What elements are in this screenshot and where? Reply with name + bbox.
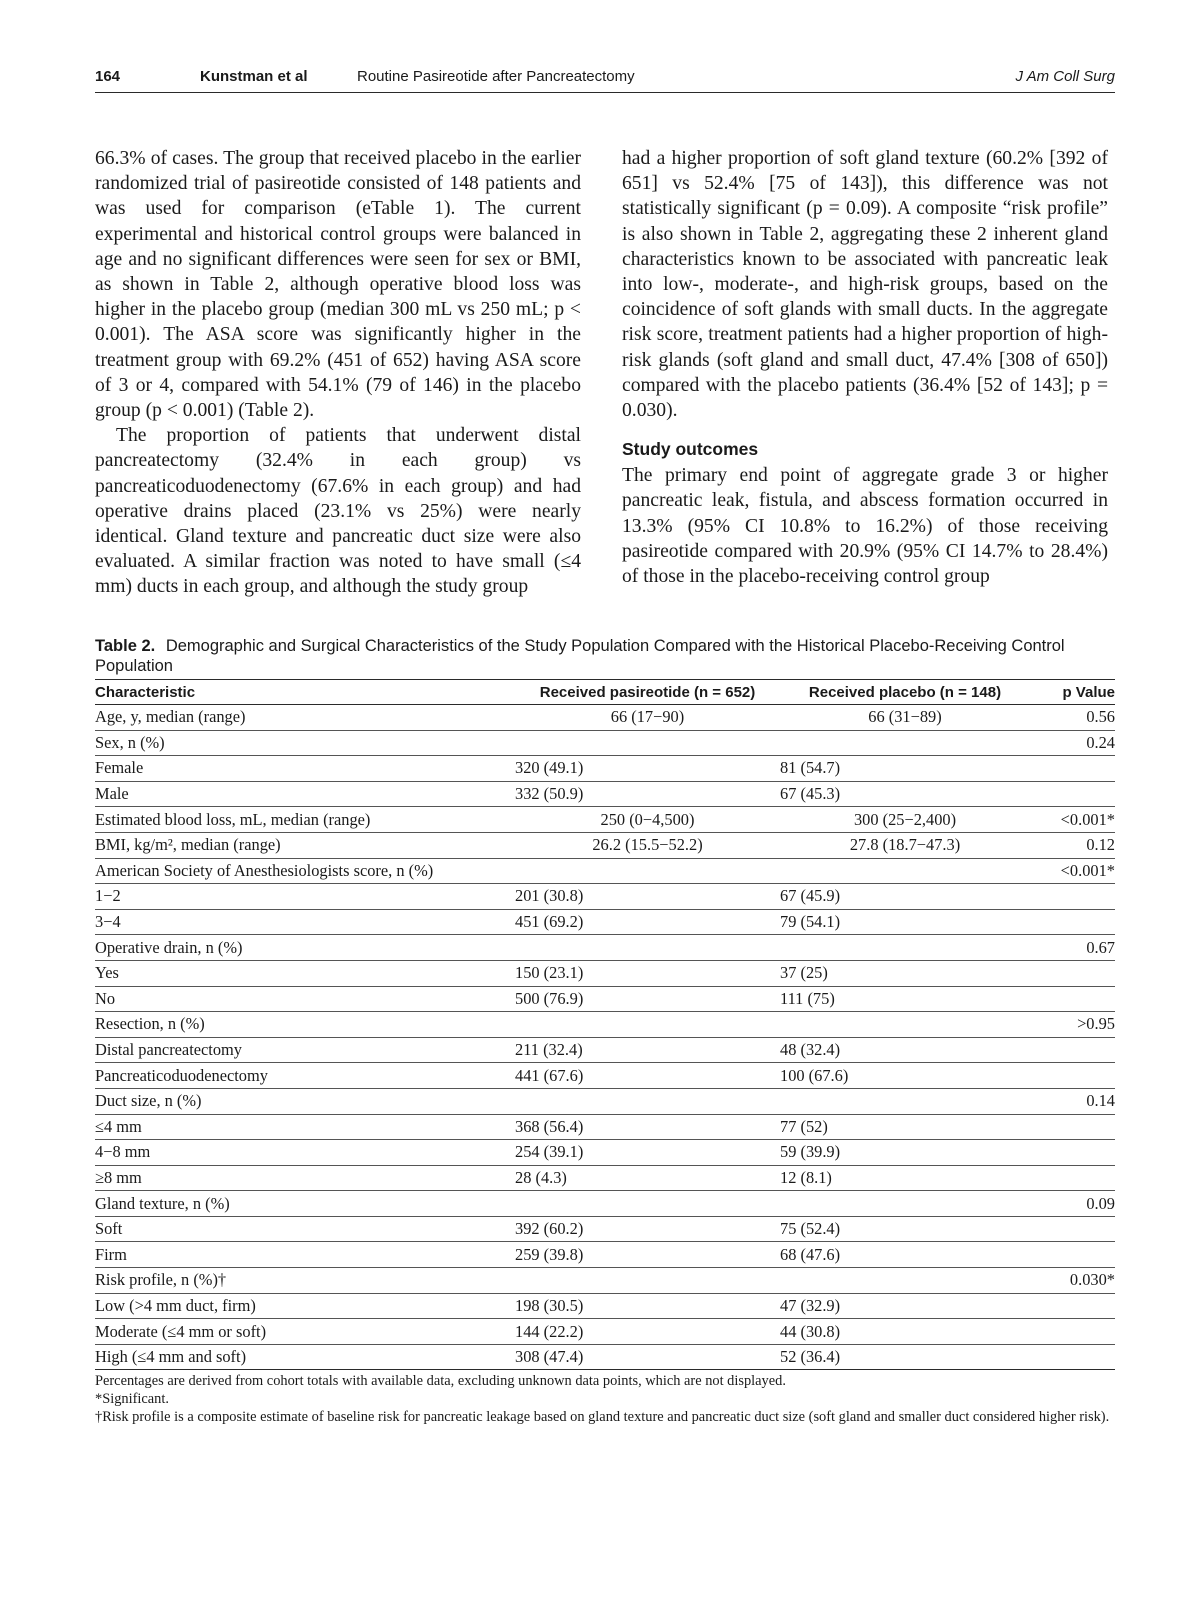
pasireotide-cell: 368 (56.4) [515, 1114, 780, 1140]
p-value-cell: 0.09 [1030, 1191, 1115, 1217]
placebo-cell [780, 858, 1030, 884]
table-row [95, 986, 1115, 1012]
row-label: Distal pancreatectomy [95, 1037, 515, 1063]
row-label: Resection, n (%) [95, 1012, 515, 1038]
characteristics-table [95, 679, 1115, 1370]
placebo-cell: 47 (32.9) [780, 1293, 1030, 1319]
table-row [95, 1088, 1115, 1114]
table-row [95, 960, 1115, 986]
footnote: *Significant. [95, 1391, 169, 1407]
running-head-journal: J Am Coll Surg [1015, 68, 1115, 85]
placebo-cell: 300 (25−2,400) [780, 807, 1030, 833]
row-label: 3−4 [95, 909, 515, 935]
right-text-column [622, 146, 1108, 589]
p-value-cell: 0.67 [1030, 935, 1115, 961]
row-label: Duct size, n (%) [95, 1088, 515, 1114]
pasireotide-cell: 250 (0−4,500) [515, 807, 780, 833]
row-label: Gland texture, n (%) [95, 1191, 515, 1217]
pasireotide-cell: 308 (47.4) [515, 1347, 584, 1367]
table-row [95, 781, 1115, 807]
p-value-cell [1030, 781, 1115, 807]
placebo-cell: 27.8 (18.7−47.3) [780, 832, 1030, 858]
pasireotide-cell [515, 858, 780, 884]
table-row [95, 1216, 1115, 1242]
p-value-cell [1030, 1037, 1115, 1063]
p-value-cell [1030, 1114, 1115, 1140]
placebo-cell: 48 (32.4) [780, 1037, 1030, 1063]
pasireotide-cell: 150 (23.1) [515, 960, 780, 986]
placebo-cell: 67 (45.9) [780, 884, 1030, 910]
table-body [95, 705, 1115, 1370]
pasireotide-cell: 441 (67.6) [515, 1063, 780, 1089]
column-header: p Value [1030, 680, 1115, 705]
pasireotide-cell: 392 (60.2) [515, 1216, 780, 1242]
placebo-cell: 111 (75) [780, 986, 1030, 1012]
running-head-title: Routine Pasireotide after Pancreatectomy [357, 68, 635, 85]
p-value-cell [1030, 986, 1115, 1012]
p-value-cell [1030, 1063, 1115, 1089]
placebo-cell: 44 (30.8) [780, 1319, 1030, 1345]
placebo-cell: 81 (54.7) [780, 756, 1030, 782]
placebo-cell: 67 (45.3) [780, 781, 1030, 807]
table-row [95, 1319, 1115, 1345]
row-label: Estimated blood loss, mL, median (range) [95, 807, 515, 833]
table-row [95, 1012, 1115, 1038]
table-row [95, 1344, 1115, 1370]
section-heading: Study outcomes [622, 439, 759, 460]
table-row [95, 935, 1115, 961]
body-paragraph: 66.3% of cases. The group that received placebo in the earlier randomized trial of pasireotide consisted of 148 patients and was used for comparison (eTable 1). The current experimental and historical control groups were balanced in age and no significant differences were seen for sex or BMI, as shown in Table 2, although operative blood loss was higher in the placebo group (median 300 mL vs 250 mL; p < 0.001). The ASA score was significantly higher in the treatment group with 69.2% (451 of 652) having ASA score of 3 or 4, compared with 54.1% (79 of 146) in the placebo group (p < 0.001) (Table 2). [95, 148, 581, 422]
row-label: Moderate (≤4 mm or soft) [95, 1319, 515, 1345]
row-label: Operative drain, n (%) [95, 935, 515, 961]
placebo-cell: 68 (47.6) [780, 1242, 1030, 1268]
p-value-cell [1030, 1165, 1115, 1191]
pasireotide-cell [515, 1268, 780, 1294]
pasireotide-cell: 211 (32.4) [515, 1037, 780, 1063]
pasireotide-cell: 201 (30.8) [515, 884, 780, 910]
row-label: Sex, n (%) [95, 730, 515, 756]
table-row [95, 1037, 1115, 1063]
body-paragraph: had a higher proportion of soft gland texture (60.2% [392 of 651] vs 52.4% [75 of 143]), this difference was not statistically significant (p = 0.09). A composite “risk profile” is also shown in Table 2, aggregating these 2 inherent gland characteristics known to be associated with pancreatic leak into low-, moderate-, and high-risk groups, based on the coincidence of soft glands with small ducts. In the aggregate risk score, treatment patients had a higher proportion of high-risk glands (soft gland and small duct, 47.4% [308 of 650]) compared with the placebo patients (36.4% [52 of 143]; p = 0.030). [622, 148, 1108, 422]
pasireotide-cell: 28 (4.3) [515, 1165, 780, 1191]
table-row [95, 909, 1115, 935]
placebo-cell [780, 730, 1030, 756]
pasireotide-cell: 26.2 (15.5−52.2) [515, 832, 780, 858]
p-value-cell [1030, 884, 1115, 910]
placebo-cell [780, 1012, 1030, 1038]
footnote: †Risk profile is a composite estimate of baseline risk for pancreatic leakage based on gland texture and pancreatic duct size (soft gland and smaller duct considered higher risk). [95, 1409, 1110, 1425]
row-label: Firm [95, 1242, 515, 1268]
placebo-cell [780, 1268, 1030, 1294]
table-row [95, 858, 1115, 884]
body-paragraph: The proportion of patients that underwent distal pancreatectomy (32.4% in each group) vs pancreaticoduodenectomy (67.6% in each group) and had operative drains placed (23.1% vs 25%) were nearly identical. Gland texture and pancreatic duct size were also evaluated. A similar fraction was noted to have small (≤4 mm) ducts in each group, and although the study group [95, 425, 581, 598]
left-text-column [95, 146, 581, 600]
table-caption-text: Demographic and Surgical Characteristics of the Study Population Compared with the Historical Placebo-Receiving Control Population [95, 637, 1065, 675]
pasireotide-cell: 144 (22.2) [515, 1319, 780, 1345]
row-label: No [95, 986, 515, 1012]
p-value-cell [1030, 1293, 1115, 1319]
pasireotide-cell: 254 (39.1) [515, 1140, 780, 1166]
row-label: 1−2 [95, 884, 515, 910]
placebo-cell [780, 1088, 1030, 1114]
footnote: Percentages are derived from cohort totals with available data, excluding unknown data points, which are not displayed. [95, 1373, 786, 1389]
column-header: Received placebo (n = 148) [780, 680, 1030, 705]
pasireotide-cell: 198 (30.5) [515, 1293, 780, 1319]
table-row [95, 1191, 1115, 1217]
pasireotide-cell [515, 730, 780, 756]
column-header: Characteristic [95, 680, 515, 705]
row-label: Male [95, 781, 515, 807]
p-value-cell [1030, 756, 1115, 782]
p-value-cell [1030, 960, 1115, 986]
p-value-cell [1030, 1319, 1115, 1345]
table-caption [95, 636, 1115, 676]
pasireotide-cell [515, 935, 780, 961]
table-row [95, 1063, 1115, 1089]
table-row [95, 1140, 1115, 1166]
pasireotide-cell: 259 (39.8) [515, 1242, 780, 1268]
placebo-cell: 100 (67.6) [780, 1063, 1030, 1089]
row-label: Soft [95, 1216, 515, 1242]
row-label: Low (>4 mm duct, firm) [95, 1293, 515, 1319]
table-row [95, 756, 1115, 782]
table-row [95, 730, 1115, 756]
placebo-cell: 59 (39.9) [780, 1140, 1030, 1166]
page-number: 164 [95, 68, 121, 85]
table-header-row [95, 680, 1115, 705]
table-row [95, 1165, 1115, 1191]
running-head-authors: Kunstman et al [200, 68, 308, 85]
placebo-cell [780, 935, 1030, 961]
pasireotide-cell: 451 (69.2) [515, 909, 780, 935]
pasireotide-cell: 66 (17−90) [515, 705, 780, 731]
pasireotide-cell [515, 1191, 780, 1217]
placebo-cell: 37 (25) [780, 960, 1030, 986]
row-label: 4−8 mm [95, 1140, 515, 1166]
placebo-cell: 52 (36.4) [780, 1347, 841, 1367]
table-row [95, 832, 1115, 858]
pasireotide-cell: 500 (76.9) [515, 986, 780, 1012]
row-label: BMI, kg/m², median (range) [95, 832, 515, 858]
pasireotide-cell: 320 (49.1) [515, 756, 780, 782]
row-label: Age, y, median (range) [95, 705, 515, 731]
placebo-cell: 77 (52) [780, 1114, 1030, 1140]
column-header: Received pasireotide (n = 652) [515, 680, 780, 705]
pasireotide-cell: 332 (50.9) [515, 781, 780, 807]
placebo-cell [780, 1191, 1030, 1217]
placebo-cell: 75 (52.4) [780, 1216, 1030, 1242]
row-label: ≥8 mm [95, 1165, 515, 1191]
row-label: American Society of Anesthesiologists score, n (%) [95, 858, 515, 884]
p-value-cell [1030, 909, 1115, 935]
table-footnotes [95, 1372, 1115, 1426]
running-head [95, 66, 1115, 93]
p-value-cell: >0.95 [1030, 1012, 1115, 1038]
p-value-cell: <0.001* [1030, 807, 1115, 833]
placebo-cell: 66 (31−89) [780, 705, 1030, 731]
table-label: Table 2. [95, 637, 156, 655]
pasireotide-cell [515, 1012, 780, 1038]
table-row [95, 884, 1115, 910]
row-label: Yes [95, 960, 515, 986]
p-value-cell: 0.14 [1030, 1088, 1115, 1114]
table-row [95, 807, 1115, 833]
p-value-cell [1030, 1140, 1115, 1166]
p-value-cell: 0.12 [1030, 832, 1115, 858]
row-label: Risk profile, n (%)† [95, 1268, 515, 1294]
table-row [95, 1242, 1115, 1268]
table-row [95, 1114, 1115, 1140]
table-row [95, 705, 1115, 731]
table-row [95, 1268, 1115, 1294]
placebo-cell: 12 (8.1) [780, 1165, 1030, 1191]
p-value-cell: 0.24 [1030, 730, 1115, 756]
p-value-cell [1030, 1216, 1115, 1242]
p-value-cell [1030, 1344, 1115, 1370]
pasireotide-cell [515, 1088, 780, 1114]
p-value-cell [1030, 1242, 1115, 1268]
row-label: Pancreaticoduodenectomy [95, 1063, 515, 1089]
body-paragraph: The primary end point of aggregate grade 3 or higher pancreatic leak, fistula, and abscess formation occurred in 13.3% (95% CI 10.8% to 16.2%) of those receiving pasireotide compared with 20.9% (95% CI 14.7% to 28.4%) of those in the placebo-receiving control group [622, 465, 1108, 588]
p-value-cell: 0.56 [1030, 705, 1115, 731]
row-label: High (≤4 mm and soft) [95, 1347, 247, 1367]
row-label: ≤4 mm [95, 1114, 515, 1140]
table-row [95, 1293, 1115, 1319]
p-value-cell: <0.001* [1030, 858, 1115, 884]
p-value-cell: 0.030* [1030, 1268, 1115, 1294]
placebo-cell: 79 (54.1) [780, 909, 1030, 935]
row-label: Female [95, 756, 515, 782]
